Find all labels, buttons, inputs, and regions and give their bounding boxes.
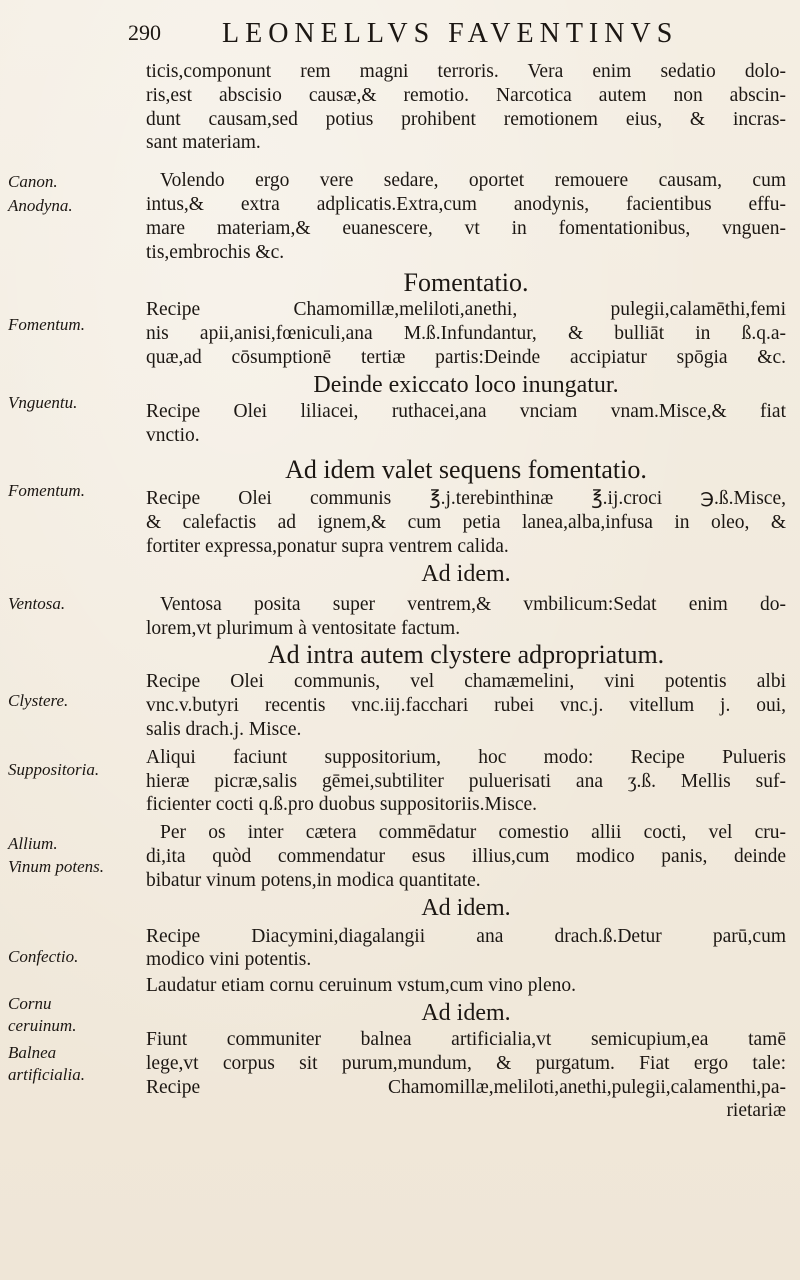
text-line: Recipe Olei communis, vel chamæmelini, vini potentis albi (146, 671, 786, 693)
text-line: mare materiam,& euanescere, vt in fomentationibus, vnguen- (146, 217, 786, 239)
text-line: Recipe Diacymini,diagalangii ana drach.ß.Detur parū,cum (146, 925, 786, 947)
text-line: vnc.v.butyri recentis vnc.iij.facchari rubei vnc.j. vitellum j. oui, (146, 695, 786, 717)
section-heading: Ad idem. (421, 894, 511, 921)
text-line: Recipe Chamomillæ,meliloti,anethi, pulegii,calamēthi,femi (146, 299, 786, 321)
text-line: quæ,ad cōsumptionē tertiæ partis:Deinde accipiatur spōgia &c. (146, 346, 786, 368)
margin-note-vinum-potens: Vinum potens. (8, 857, 105, 876)
text-line: fortiter expressa,ponatur supra ventrem calida. (146, 535, 509, 557)
text-line: ris,est abscisio causæ,& remotio. Narcotica autem non abscin- (146, 84, 786, 106)
section-heading: Fomentatio. (403, 268, 529, 298)
section-heading: Ad intra autem clystere adpropriatum. (267, 640, 665, 670)
paragraph (146, 593, 786, 641)
catchword: rietariæ (726, 1100, 786, 1122)
text-line: nis apii,anisi,fœniculi,ana M.ß.Infundantur, & bulliāt in ß.q.a- (146, 323, 786, 345)
text-line: tis,embrochis &c. (146, 241, 285, 263)
text-line: Recipe Chamomillæ,meliloti,anethi,pulegii,calamenthi,pa- (146, 1076, 786, 1098)
paragraph (146, 169, 786, 264)
text-line: ficienter cocti q.ß.pro duobus suppositoriis.Misce. (146, 794, 538, 816)
margin-note-canon: Canon. (8, 172, 58, 191)
paragraph (146, 487, 786, 558)
paragraph (146, 1028, 786, 1123)
text-line: intus,& extra adplicatis.Extra,cum anodynis, facientibus effu- (146, 193, 786, 215)
paragraph (146, 925, 786, 973)
text-line: bibatur vinum potens,in modica quantitate. (146, 869, 481, 891)
paragraph (146, 298, 786, 369)
running-head: LEONELLVS FAVENTINVS (222, 18, 679, 49)
margin-note-cornu-ceruinum: Cornu ceruinum. (8, 994, 77, 1035)
text-line: & calefactis ad ignem,& cum petia lanea,alba,infusa in oleo, & (146, 512, 786, 534)
text-line: Recipe Olei communis ℥.j.terebinthinæ ℥.ij.croci ℈.ß.Misce, (146, 488, 786, 510)
text-line: ticis,componunt rem magni terroris. Vera enim sedatio dolo- (146, 61, 786, 82)
text-line: sant materiam. (146, 132, 261, 154)
text-line: lorem,vt plurimum à ventositate factum. (146, 617, 461, 639)
paragraph (146, 60, 786, 155)
paragraph (146, 670, 786, 741)
margin-note-confectio: Confectio. (8, 947, 79, 966)
text-line: Ventosa posita super ventrem,& vmbilicum:Sedat enim do- (160, 593, 786, 615)
text-line: Recipe Olei liliacei, ruthacei,ana vnciam vnam.Misce,& fiat (146, 400, 786, 422)
margin-note-ventosa: Ventosa. (8, 594, 66, 613)
margin-note-clystere: Clystere. (8, 691, 69, 710)
section-heading: Ad idem valet sequens fomentatio. (285, 455, 647, 485)
text-line: modico vini potentis. (146, 949, 312, 971)
paragraph (146, 821, 786, 892)
text-line: vnctio. (146, 424, 200, 446)
text-line: Laudatur etiam cornu ceruinum vstum,cum vino pleno. (146, 975, 576, 997)
margin-note-balnea: Balnea artificialia. (8, 1043, 85, 1084)
page-number: 290 (128, 20, 161, 45)
margin-note-fomentum-2: Fomentum. (8, 481, 85, 500)
text-line: dunt causam,sed potius prohibent remotionem eius, & incras- (146, 108, 786, 130)
text-line: Fiunt communiter balnea artificialia,vt semicupium,ea tamē (146, 1028, 786, 1050)
paragraph (146, 746, 786, 817)
section-heading: Deinde exiccato loco inungatur. (313, 371, 619, 398)
text-line: Aliqui faciunt suppositorium, hoc modo: Recipe Pulueris (146, 746, 786, 768)
paragraph (146, 400, 786, 448)
text-line: lege,vt corpus sit purum,mundum, & purgatum. Fiat ergo tale: (146, 1052, 786, 1074)
section-heading: Ad idem. (421, 560, 511, 587)
text-line: di,ita quòd commendatur esus illius,cum modico panis, deinde (146, 845, 786, 867)
margin-note-anodyna: Anodyna. (8, 196, 73, 215)
text-line: Per os inter cætera commēdatur comestio allii cocti, vel cru- (160, 822, 786, 844)
text-line: hieræ picræ,salis gēmei,subtiliter puluerisati ana ʒ.ß. Mellis suf- (146, 770, 786, 792)
text-line: Volendo ergo vere sedare, oportet remouere causam, cum (160, 170, 786, 192)
margin-note-vnguentum: Vnguentu. (8, 393, 78, 412)
margin-note-suppositoria: Suppositoria. (8, 760, 100, 779)
margin-note-fomentum: Fomentum. (8, 315, 85, 334)
section-heading: Ad idem. (421, 999, 511, 1026)
main-text (146, 60, 786, 1123)
text-line: salis drach.j. Misce. (146, 718, 302, 740)
margin-note-allium: Allium. (8, 834, 58, 853)
paragraph (146, 974, 786, 998)
